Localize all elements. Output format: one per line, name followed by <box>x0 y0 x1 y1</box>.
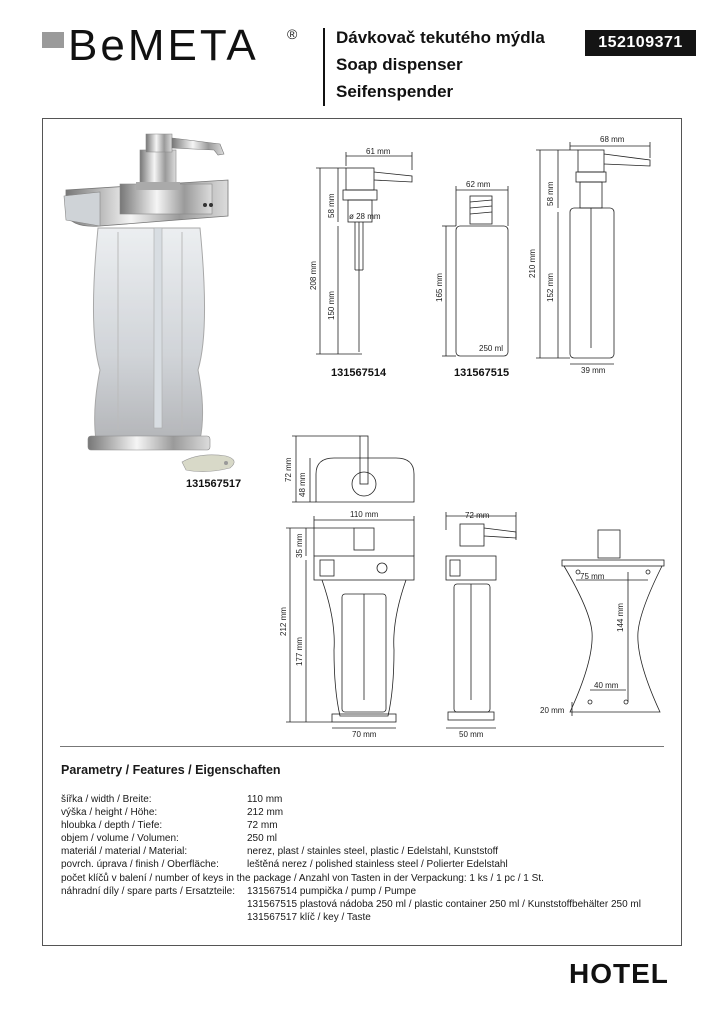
dim-68: 68 mm <box>600 135 625 144</box>
pump-code-label: 131567514 <box>331 367 387 379</box>
container-volume: 250 ml <box>479 344 504 353</box>
dim-75: 75 mm <box>580 572 605 581</box>
dim-150: 150 mm <box>327 291 336 320</box>
category-label: HOTEL <box>569 958 669 989</box>
param-row: povrch. úprava / finish / Oberfläche: leštěná nerez / polished stainless steel / Polierter Edelstahl <box>61 859 508 871</box>
title-cz: Dávkovač tekutého mýdla <box>336 28 545 47</box>
dim-20: 20 mm <box>540 706 565 715</box>
dim-208: 208 mm <box>309 261 318 290</box>
dim-212: 212 mm <box>279 607 288 636</box>
param-row: objem / volume / Volumen: 250 ml <box>61 833 278 845</box>
dim-61: 61 mm <box>366 147 391 156</box>
dim-62: 62 mm <box>466 180 491 189</box>
side-view-drawing <box>446 512 516 728</box>
dim-72a: 72 mm <box>284 457 293 482</box>
dim-110: 110 mm <box>350 510 379 519</box>
dim-152: 152 mm <box>546 273 555 302</box>
params-title: Parametry / Features / Eigenschaften <box>61 763 281 777</box>
dim-70: 70 mm <box>352 730 377 739</box>
dim-177: 177 mm <box>295 637 304 666</box>
param-row: šířka / width / Breite: 110 mm <box>61 794 283 805</box>
dim-50: 50 mm <box>459 730 484 739</box>
top-view-drawing <box>292 436 414 502</box>
param-row: výška / height / Höhe: 212 mm <box>61 807 284 819</box>
param-row: hloubka / depth / Tiefe: 72 mm <box>61 820 278 832</box>
param-spare-cont: 131567517 klíč / key / Taste <box>247 911 371 923</box>
dim-144: 144 mm <box>616 603 625 632</box>
container-code-label: 131567515 <box>454 367 510 379</box>
dim-28: ø 28 mm <box>349 212 381 221</box>
registered-mark: ® <box>287 26 298 42</box>
pump-drawing <box>316 152 412 354</box>
title-de: Seifenspender <box>336 82 454 101</box>
param-row: materiál / material / Material: nerez, plast / stainles steel, plastic / Edelstahl, Kunststoff <box>61 846 499 858</box>
dim-35: 35 mm <box>295 533 304 558</box>
dim-39: 39 mm <box>581 366 606 375</box>
dim-58b: 58 mm <box>546 181 555 206</box>
product-photo <box>64 134 234 472</box>
brand-logo: BeMETA <box>68 21 259 70</box>
container-drawing <box>442 186 508 356</box>
title-en: Soap dispenser <box>336 55 463 74</box>
dim-48: 48 mm <box>298 472 307 497</box>
dim-58a: 58 mm <box>327 193 336 218</box>
params-table <box>61 793 641 924</box>
key-code-label: 131567517 <box>186 478 242 490</box>
front-view-drawing <box>286 516 414 728</box>
dim-165: 165 mm <box>435 273 444 302</box>
dim-40: 40 mm <box>594 681 619 690</box>
param-spare-row: náhradní díly / spare parts / Ersatzteile: 131567514 pumpička / pump / Pumpe <box>61 885 416 897</box>
section-divider <box>60 746 664 747</box>
dim-72b: 72 mm <box>465 511 490 520</box>
param-spare-cont: 131567515 plastová nádoba 250 ml / plastic container 250 ml / Kunststoffbehälter 250 ml <box>247 898 641 910</box>
product-code: 152109371 <box>585 30 696 56</box>
param-keys-row: počet klíčů v balení / number of keys in the package / Anzahl von Tasten in der Verpackung: 1 ks / 1 pc / 1 St. <box>61 872 544 884</box>
dim-210: 210 mm <box>528 249 537 278</box>
assembled-drawing <box>536 142 650 364</box>
